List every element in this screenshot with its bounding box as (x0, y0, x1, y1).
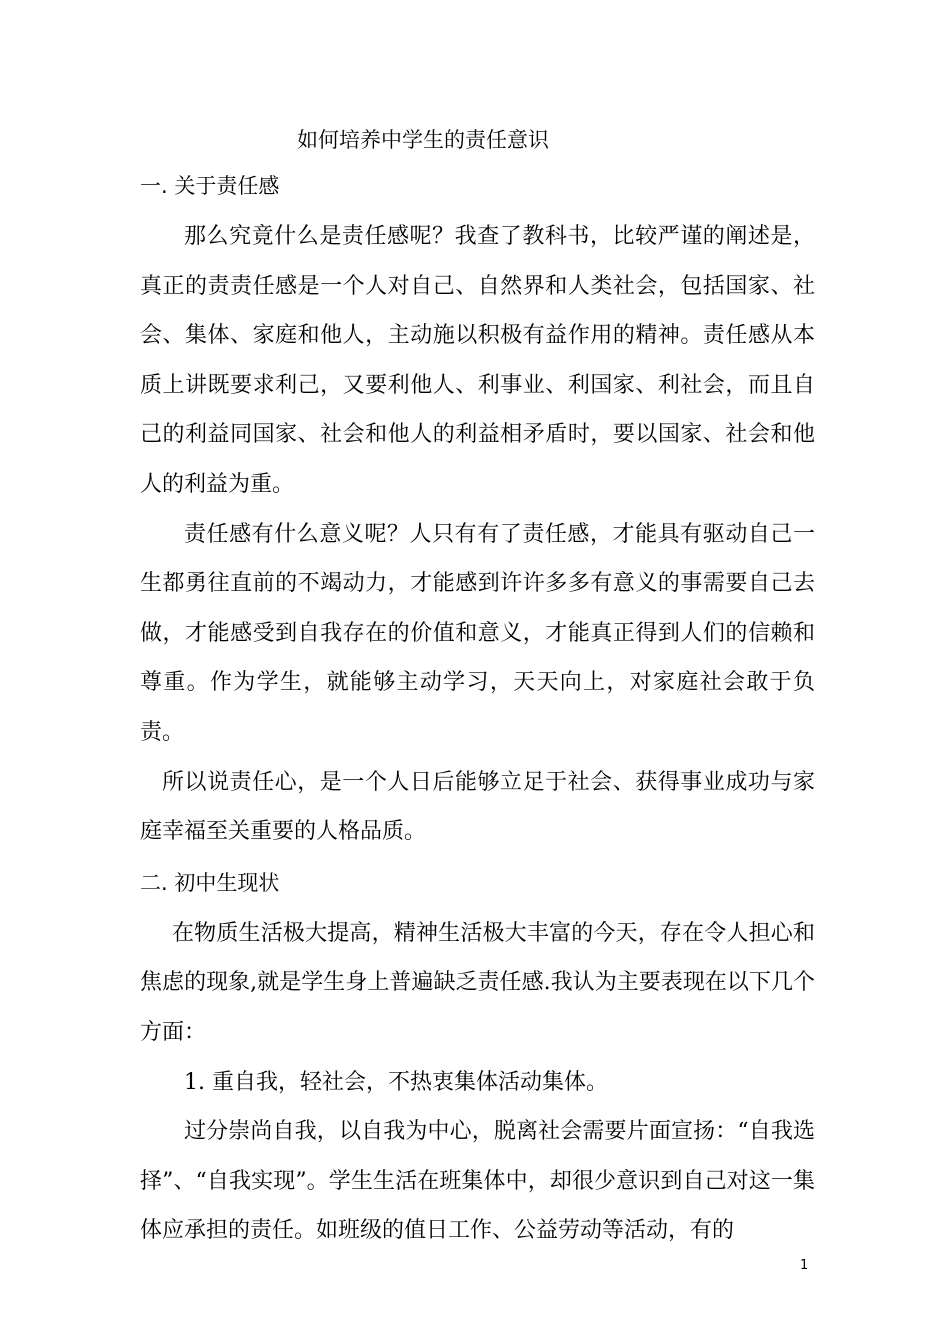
document-title: 如何培养中学生的责任意识 (297, 128, 549, 152)
paragraph-current-situation: 在物质生活极大提高，精神生活极大丰富的今天，存在令人担心和焦虑的现象,就是学生身上普遍缺乏责任感.我认为主要表现在以下几个方面： (140, 920, 815, 1045)
document-body (140, 120, 815, 1256)
section-heading-1: 一. 关于责任感 (140, 174, 280, 198)
list-item-1: 1. 重自我，轻社会，不热衷集体活动集体。 (184, 1069, 608, 1095)
page-number: 1 (800, 1258, 809, 1273)
section-heading-2: 二. 初中生现状 (140, 870, 280, 895)
paragraph-conclusion: 所以说责任心，是一个人日后能够立足于社会、获得事业成功与家庭幸福至关重要的人格品质。 (140, 769, 815, 845)
paragraph-significance: 责任感有什么意义呢？人只有有了责任感，才能具有驱动自己一生都勇往直前的不竭动力，才能感到许许多多有意义的事需要自己去做，才能感受到自我存在的价值和意义，才能真正得到人们的信赖和尊重。作为学生，就能够主动学习，天天向上，对家庭社会敢于负责。 (140, 521, 815, 745)
paragraph-self-centered: 过分崇尚自我，以自我为中心，脱离社会需要片面宣扬：“自我选择”、“自我实现”。学生生活在班集体中，却很少意识到自己对这一集体应承担的责任。如班级的值日工作、公益劳动等活动，有的 (140, 1119, 815, 1244)
paragraph-definition: 那么究竟什么是责任感呢？我查了教科书，比较严谨的阐述是，真正的责责任感是一个人对自己、自然界和人类社会，包括国家、社会、集体、家庭和他人，主动施以积极有益作用的精神。责任感从本质上讲既要求利己，又要利他人、利事业、利国家、利社会，而且自己的利益同国家、社会和他人的利益相矛盾时，要以国家、社会和他人的利益为重。 (140, 224, 815, 497)
